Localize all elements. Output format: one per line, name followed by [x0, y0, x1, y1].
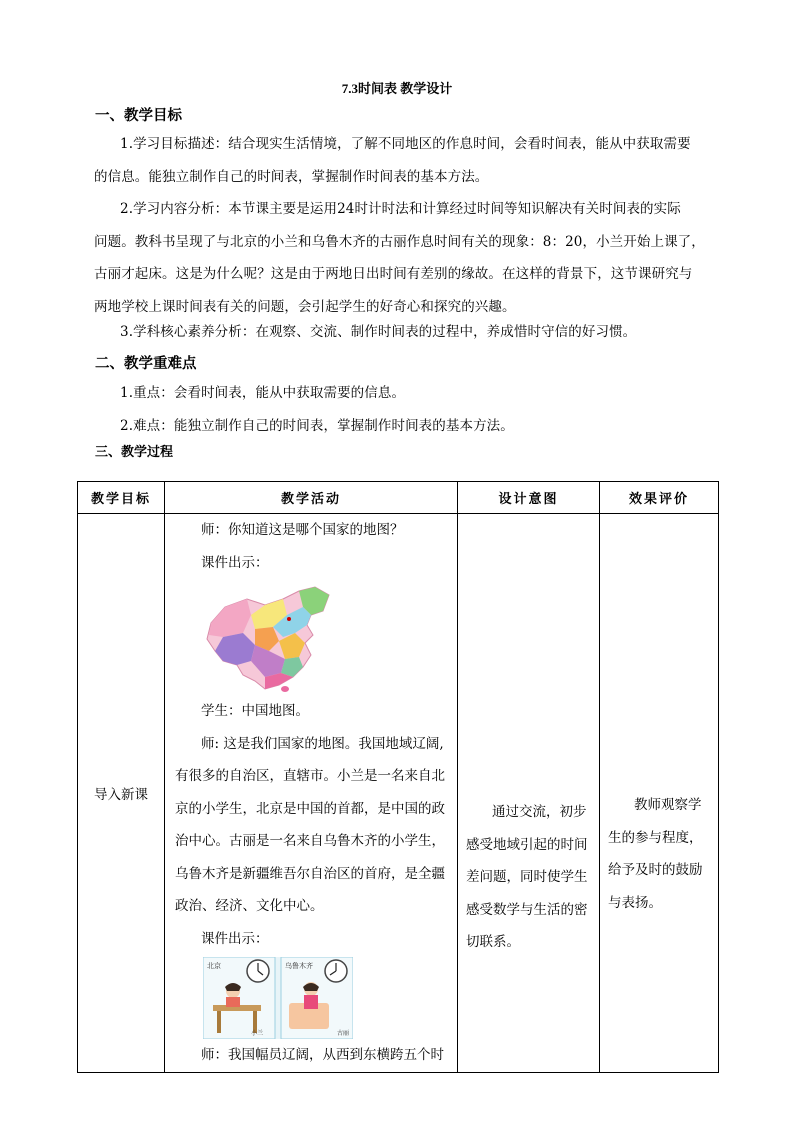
- header-goal: 教学目标: [78, 482, 165, 514]
- activity-cell: 师：你知道这是哪个国家的地图？ 课件出示： 学生：中国地图。 师: 这是我们国家的地图。我国地域辽阔, 有很多的自治区，直辖市。小兰是一名来自北 京的小学生，北京是中国的首都，是中国的政 治中心。古丽是一名来自乌鲁木齐的小学生， 乌鲁木齐是新疆维吾尔自治区的首府，是全疆 政治、经济、文化中心。 课件出示： 北京 乌鲁木齐 小兰 古丽 师：我国幅员辽阔，从西到东横跨五个时: [165, 514, 458, 1073]
- goal-cell: 导入新课: [78, 514, 165, 1073]
- goal-paragraph-2: 2.学习内容分析：本节课主要是运用24时计时法和计算经过时间等知识解决有关时间表的实际 问题。教科书呈现了与北京的小兰和乌鲁木齐的古丽作息时间有关的现象：8：20，小兰开始上课了， 古丽才起床。这是为什么呢？这是由于两地日出时间有差别的缘故。在这样的背景下，这节课研究与 两地学校上课时间表有关的问题，会引起学生的好奇心和探究的兴趣。: [94, 201, 705, 315]
- document-title: 7.3时间表 教学设计: [341, 81, 453, 96]
- intent-cell: 通过交流，初步 感受地域引起的时间 差问题，同时使学生 感受数学与生活的密 切联系。: [458, 514, 600, 1073]
- section-heading-keypoints: 二、教学重难点: [95, 355, 197, 372]
- keypoints-paragraph: 1.重点：会看时间表，能从中获取需要的信息。 2.难点：能独立制作自己的时间表，掌握制作时间表的基本方法。: [120, 385, 514, 434]
- label-beijing: 北京: [207, 962, 221, 970]
- eval-cell: 教师观察学 生的参与程度， 给予及时的鼓励 与表扬。: [600, 514, 719, 1073]
- label-xiaolan: 小兰: [251, 1030, 264, 1037]
- clocks-scene-image: [203, 957, 353, 1039]
- label-urumqi: 乌鲁木齐: [285, 962, 313, 970]
- section-heading-process: 三、教学过程: [95, 445, 174, 460]
- china-map-image: [203, 585, 333, 695]
- table-header-row: [78, 482, 719, 514]
- table-row: [78, 514, 719, 1073]
- lesson-process-table: [77, 481, 719, 1073]
- header-intent: 设计意图: [458, 482, 600, 514]
- label-guli: 古丽: [337, 1030, 350, 1037]
- header-activity: 教学活动: [165, 482, 458, 514]
- goal-paragraph-3: 3.学科核心素养分析：在观察、交流、制作时间表的过程中，养成惜时守信的好习惯。: [120, 324, 637, 340]
- section-heading-goals: 一、教学目标: [95, 107, 182, 124]
- goal-paragraph-1: 1.学习目标描述：结合现实生活情境，了解不同地区的作息时间，会看时间表，能从中获取需要 的信息。能独立制作自己的时间表，掌握制作时间表的基本方法。: [94, 136, 691, 185]
- header-eval: 效果评价: [600, 482, 719, 514]
